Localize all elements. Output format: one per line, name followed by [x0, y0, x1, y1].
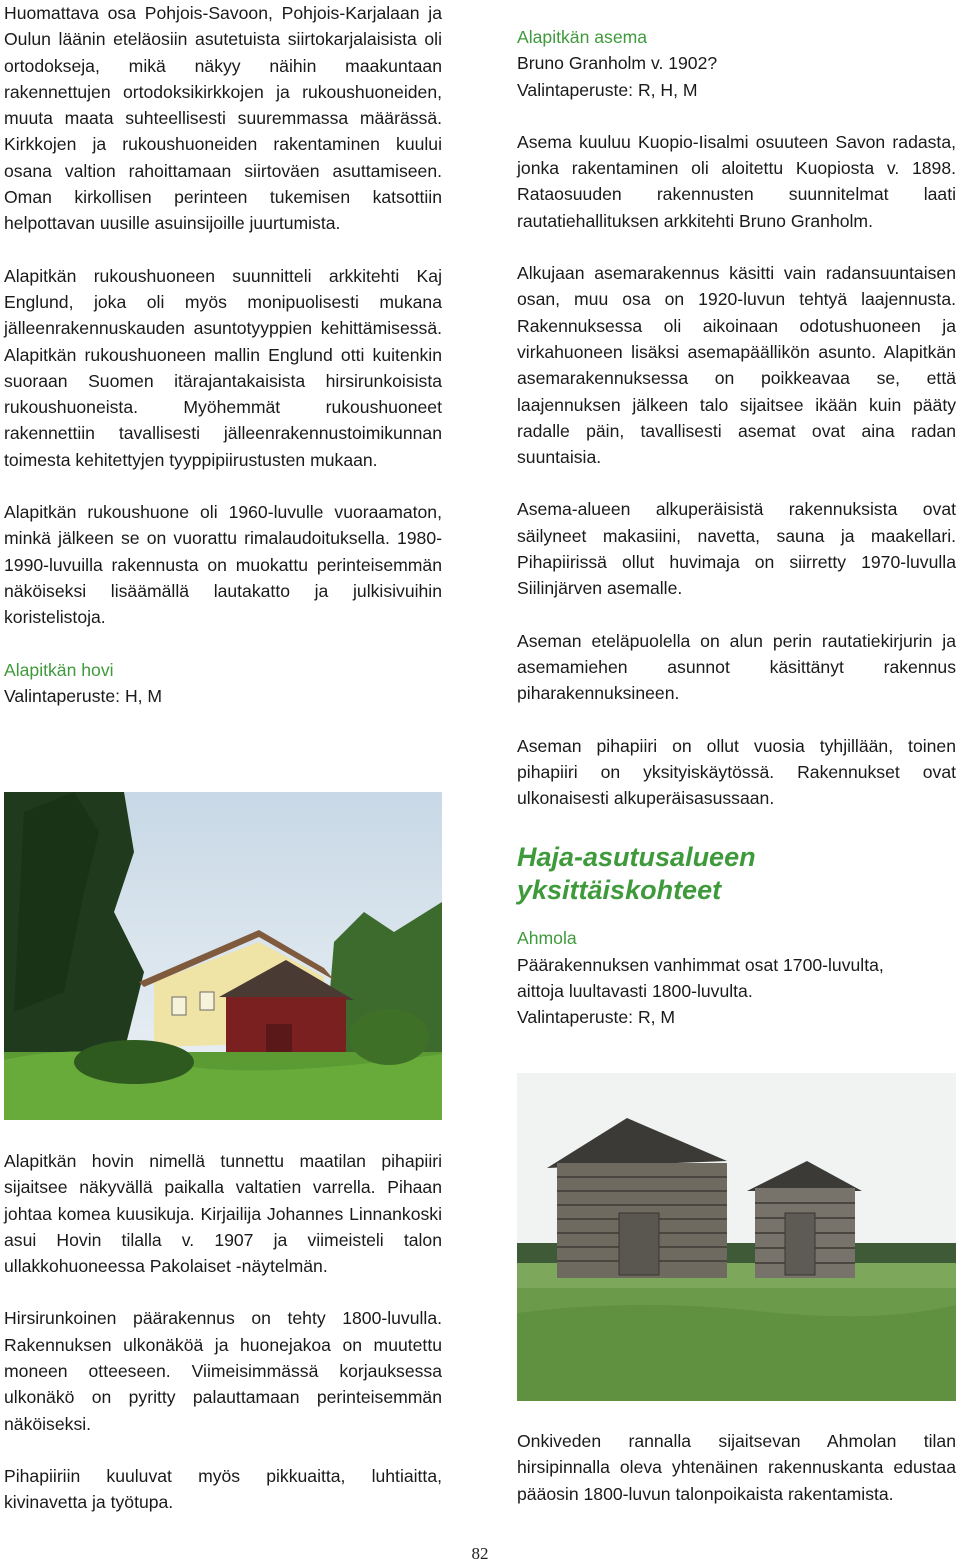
ahmola-title: Ahmola: [517, 928, 577, 949]
left-column-top: [4, 0, 442, 709]
ahmola-line-1: Päärakennuksen vanhimmat osat 1700-luvulta,: [517, 954, 884, 975]
ahmola-photo: [517, 1073, 956, 1401]
right-paragraph-5: Aseman pihapiiri on ollut vuosia tyhjillään, toinen pihapiiri on yksityiskäytössä. Rakennukset ovat ulkonaisesti alkuperäisasussaan.: [517, 735, 956, 809]
ahmola-line-2: aittoja luultavasti 1800-luvulta.: [517, 981, 753, 1002]
asema-criteria: Valintaperuste: R, H, M: [517, 79, 698, 100]
left-column-bottom: [4, 1148, 442, 1542]
right-column-top: [517, 24, 956, 1031]
page-number: 82: [471, 1544, 489, 1563]
hovi-title: Alapitkän hovi: [4, 659, 114, 680]
left-paragraph-4: Alapitkän hovin nimellä tunnettu maatilan pihapiiri sijaitsee näkyvällä paikalla valtatien varrella. Pihaan johtaa komea kuusikuja. Kirjailija Johannes Linnankoski asui Hovin tilalla v. 1907 ja viimeisteli talon ullakkohuoneessa Pakolaiset -näytelmän.: [4, 1151, 442, 1277]
left-paragraph-1: Huomattava osa Pohjois-Savoon, Pohjois-Karjalaan ja Oulun läänin eteläosiin asutetuista siirtokarjalaisista oli ortodokseja, mikä näkyy näihin maakuntaan rakennettujen ortodoksikirkkojen ja rukoushuoneiden, muuta maata suhteellisesti suuremmassa määrässä. Kirkkojen ja rukoushuoneiden rakentaminen kuului osana valtion rahoittamaan siirtoväen asuttamiseen. Oman kirkollisen perinteen tukemisen katsottiin helpottavan uusille asuinsijoille juurtumista.: [4, 3, 442, 234]
left-paragraph-6: Pihapiiriin kuuluvat myös pikkuaitta, luhtiaitta, kivinavetta ja työtupa.: [4, 1465, 442, 1513]
right-column-bottom: [517, 1428, 956, 1533]
section-heading: Haja-asutusalueen yksittäiskohteet: [517, 842, 756, 906]
left-paragraph-5: Hirsirunkoinen päärakennus on tehty 1800-luvulla. Rakennuksen ulkonäköä ja huonejakoa on muutettu moneen otteeseen. Viimeisimmässä korjauksessa ulkonäkö on pyritty palauttamaan perinteisemmän näköiseksi.: [4, 1308, 442, 1434]
right-paragraph-1: Asema kuuluu Kuopio-Iisalmi osuuteen Savon radasta, jonka rakentaminen oli aloitettu Kuopiosta v. 1898. Rataosuuden rakennusten suunnitelmat laati rautatiehallituksen arkkitehti Bruno Granholm.: [517, 131, 956, 231]
asema-title: Alapitkän asema: [517, 27, 648, 47]
right-paragraph-6: Onkiveden rannalla sijaitsevan Ahmolan tilan hirsipinnalla oleva yhtenäinen rakennuskanta edustaa pääosin 1800-luvun talonpoikaista rakentamista.: [517, 1431, 956, 1504]
hovi-photo: [4, 792, 442, 1120]
hovi-criteria: Valintaperuste: H, M: [4, 685, 163, 706]
right-paragraph-2: Alkujaan asemarakennus käsitti vain radansuuntaisen osan, muu osa on 1920-luvun tehtyä laajennusta. Rakennuksessa oli aikoinaan odotushuoneen ja virkahuoneen lisäksi asemapäällikön asunto. Alapitkän asemarakennuksessa on poikkeavaa se, että laajennuksen jälkeen talo sijaitsee ikään kuin pääty radalle päin, tavallisesti asemat ovat aina radan suuntaisia.: [517, 263, 956, 468]
asema-architect: Bruno Granholm v. 1902?: [517, 53, 718, 74]
ahmola-criteria: Valintaperuste: R, M: [517, 1007, 676, 1028]
left-paragraph-3: Alapitkän rukoushuone oli 1960-luvulle vuoraamaton, minkä jälkeen se on vuorattu rimalaudoituksella. 1980-1990-luvuilla rakennusta on muokattu perinteisemmän näköiseksi lisäämällä lautakatto ja julkisivuihin koristelistoja.: [4, 502, 442, 628]
hovi-photo-drawing: [4, 792, 442, 1120]
right-paragraph-4: Aseman eteläpuolella on alun perin rautatiekirjurin ja asemamiehen asunnot käsittänyt rakennus piharakennuksineen.: [517, 630, 956, 704]
right-paragraph-3: Asema-alueen alkuperäisistä rakennuksista ovat säilyneet makasiini, navetta, sauna ja maakellari. Pihapiirissä ollut huvimaja on siirretty 1970-luvulla Siilinjärven asemalle.: [517, 499, 956, 599]
ahmola-photo-drawing: [517, 1073, 956, 1401]
left-paragraph-2: Alapitkän rukoushuoneen suunnitteli arkkitehti Kaj Englund, joka oli myös monipuolisesti mukana jälleenrakennuskauden asuntotyyppien kehittämisessä. Alapitkän rukoushuoneen mallin Englund otti kuitenkin suoraan Suomen itärajantakaisista hirsirunkoisista rukoushuoneista. Myöhemmät rukoushuoneet rakennettiin tavallisesti jälleenrakennustoimikunnan toimesta kehitettyjen tyyppipiirustusten mukaan.: [4, 265, 442, 470]
